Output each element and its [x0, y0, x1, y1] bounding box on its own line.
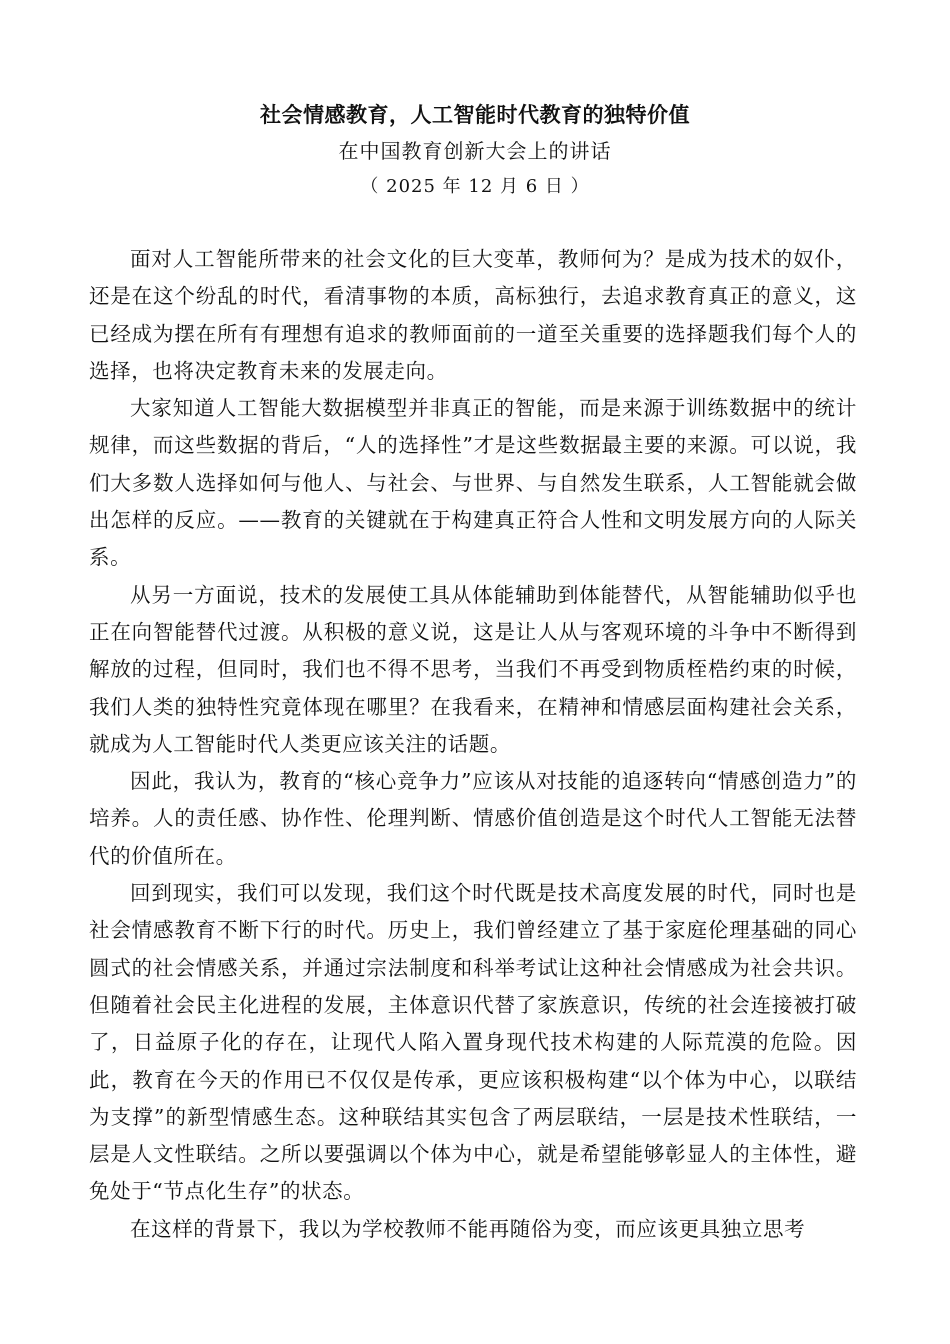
paragraph-3: 从另一方面说，技术的发展使工具从体能辅助到体能替代，从智能辅助似乎也正在向智能替代过渡。从积极的意义说，这是让人从与客观环境的斗争中不断得到解放的过程，但同时，我们也不得不思考，当我们不再受到物质桎梏约束的时候，我们人类的独特性究竟体现在哪里？在我看来，在精神和情感层面构建社会关系，就成为人工智能时代人类更应该关注的话题。: [89, 582, 857, 756]
document-date: （ 2025 年 12 月 6 日 ）: [360, 176, 590, 197]
document-body: [89, 241, 857, 1248]
document-title: 社会情感教育，人工智能时代教育的独特价值: [260, 102, 690, 127]
document-subtitle: 在中国教育创新大会上的讲话: [338, 139, 612, 163]
paragraph-2: 大家知道人工智能大数据模型并非真正的智能，而是来源于训练数据中的统计规律，而这些数据的背后，“人的选择性”才是这些数据最主要的来源。可以说，我们大多数人选择如何与他人、与社会、与世界、与自然发生联系，人工智能就会做出怎样的反应。——教育的关键就在于构建真正符合人性和文明发展方向的人际关系。: [89, 396, 857, 570]
paragraph-5: 回到现实，我们可以发现，我们这个时代既是技术高度发展的时代，同时也是社会情感教育不断下行的时代。历史上，我们曾经建立了基于家庭伦理基础的同心圆式的社会情感关系，并通过宗法制度和科举考试让这种社会情感成为社会共识。但随着社会民主化进程的发展，主体意识代替了家族意识，传统的社会连接被打破了，日益原子化的存在，让现代人陷入置身现代技术构建的人际荒漠的危险。因此，教育在今天的作用已不仅仅是传承，更应该积极构建“以个体为中心，以联结为支撑”的新型情感生态。这种联结其实包含了两层联结，一层是技术性联结，一层是人文性联结。之所以要强调以个体为中心，就是希望能够彰显人的主体性，避免处于“节点化生存”的状态。: [89, 881, 857, 1204]
paragraph-4: 因此，我认为，教育的“核心竞争力”应该从对技能的追逐转向“情感创造力”的培养。人的责任感、协作性、伦理判断、情感价值创造是这个时代人工智能无法替代的价值所在。: [89, 769, 857, 868]
paragraph-1: 面对人工智能所带来的社会文化的巨大变革，教师何为？是成为技术的奴仆，还是在这个纷乱的时代，看清事物的本质，高标独行，去追求教育真正的意义，这已经成为摆在所有有理想有追求的教师面前的一道至关重要的选择题我们每个人的选择，也将决定教育未来的发展走向。: [89, 247, 857, 383]
paragraph-6: 在这样的背景下，我以为学校教师不能再随俗为变，而应该更具独立思考: [130, 1216, 806, 1241]
